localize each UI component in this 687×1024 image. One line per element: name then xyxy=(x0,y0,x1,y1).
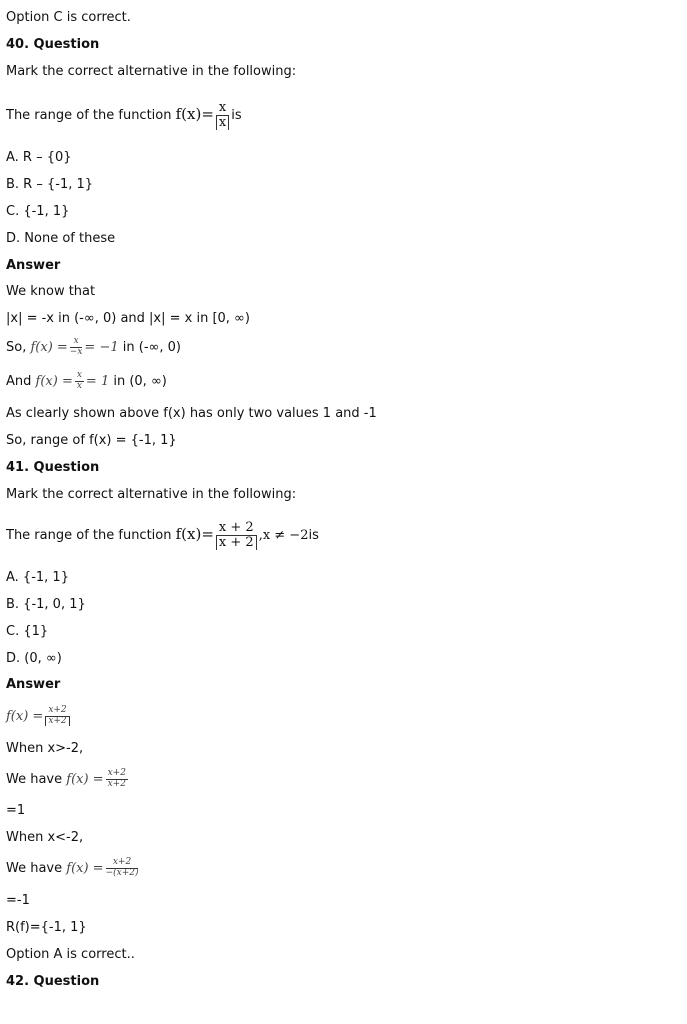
text-line: So, range of f(x) = {-1, 1} xyxy=(6,433,177,448)
option-d: D. (0, ∞) xyxy=(6,651,62,666)
denominator: x+2 xyxy=(45,716,69,726)
question-statement xyxy=(6,96,242,134)
question-heading: 41. Question xyxy=(6,460,100,475)
text-fragment: We have xyxy=(6,861,63,876)
fraction xyxy=(106,769,128,790)
function-name: f(x)= xyxy=(175,105,214,123)
equation-result: = −1 xyxy=(84,340,119,355)
question-instruction: Mark the correct alternative in the following: xyxy=(6,64,297,79)
fraction xyxy=(70,337,83,358)
text-fragment: in (-∞, 0) xyxy=(122,340,181,355)
denominator: x xyxy=(76,381,82,391)
statement-text: The range of the function xyxy=(6,528,172,543)
denominator: x+2 xyxy=(107,779,126,789)
numerator: x xyxy=(70,337,83,348)
math-line xyxy=(6,702,72,732)
text-fragment: We have xyxy=(6,772,63,787)
function-name: f(x) = xyxy=(35,374,73,389)
text-fragment: So, xyxy=(6,340,27,355)
option-d: D. None of these xyxy=(6,231,116,246)
numerator: x + 2 xyxy=(216,521,257,536)
math-line xyxy=(6,766,130,794)
statement-text: is xyxy=(231,108,242,123)
question-statement xyxy=(6,516,319,554)
option-c: C. {-1, 1} xyxy=(6,204,70,219)
text-fragment: And xyxy=(6,374,32,389)
math-line xyxy=(6,368,167,396)
option-a: A. R – {0} xyxy=(6,150,72,165)
option-b: B. {-1, 0, 1} xyxy=(6,597,86,612)
statement-text: is xyxy=(308,528,319,543)
numerator: x xyxy=(216,101,229,116)
numerator: x xyxy=(76,370,82,381)
function-name: f(x) = xyxy=(6,709,44,724)
numerator: x+2 xyxy=(106,858,139,869)
math-line xyxy=(6,334,181,362)
text-line: We know that xyxy=(6,284,96,299)
option-b: B. R – {-1, 1} xyxy=(6,177,94,192)
statement-text: The range of the function xyxy=(6,108,172,123)
text-line: =1 xyxy=(6,803,26,818)
equation-result: = 1 xyxy=(85,374,110,389)
denominator: −(x+2) xyxy=(105,868,139,878)
fraction xyxy=(106,858,139,879)
denominator: x + 2 xyxy=(216,535,257,550)
fraction xyxy=(216,521,257,551)
text-line: When x>-2, xyxy=(6,741,84,756)
text-fragment: in (0, ∞) xyxy=(113,374,167,389)
option-c: C. {1} xyxy=(6,624,49,639)
function-name: f(x) = xyxy=(30,340,68,355)
function-name: f(x)= xyxy=(175,525,214,543)
fraction xyxy=(75,371,84,392)
denominator: x xyxy=(216,115,229,130)
question-instruction: Mark the correct alternative in the following: xyxy=(6,487,297,502)
numerator: x+2 xyxy=(45,706,69,717)
fraction xyxy=(45,706,69,727)
text-line: Option C is correct. xyxy=(6,10,131,25)
text-line: |x| = -x in (-∞, 0) and |x| = x in [0, ∞) xyxy=(6,311,250,326)
answer-heading: Answer xyxy=(6,258,61,273)
function-name: f(x) = xyxy=(66,772,104,787)
option-a: A. {-1, 1} xyxy=(6,570,69,585)
answer-heading: Answer xyxy=(6,677,61,692)
text-line: =-1 xyxy=(6,893,30,908)
text-line: Option A is correct.. xyxy=(6,947,135,962)
math-line xyxy=(6,854,140,884)
function-name: f(x) = xyxy=(66,861,104,876)
text-line: As clearly shown above f(x) has only two values 1 and -1 xyxy=(6,406,377,421)
question-heading: 42. Question xyxy=(6,974,100,989)
denominator: −x xyxy=(69,347,83,357)
fraction xyxy=(216,101,229,131)
condition: ,x ≠ −2 xyxy=(258,528,309,543)
text-line: When x<-2, xyxy=(6,830,84,845)
numerator: x+2 xyxy=(107,768,126,779)
text-line: R(f)={-1, 1} xyxy=(6,920,87,935)
question-heading: 40. Question xyxy=(6,37,100,52)
